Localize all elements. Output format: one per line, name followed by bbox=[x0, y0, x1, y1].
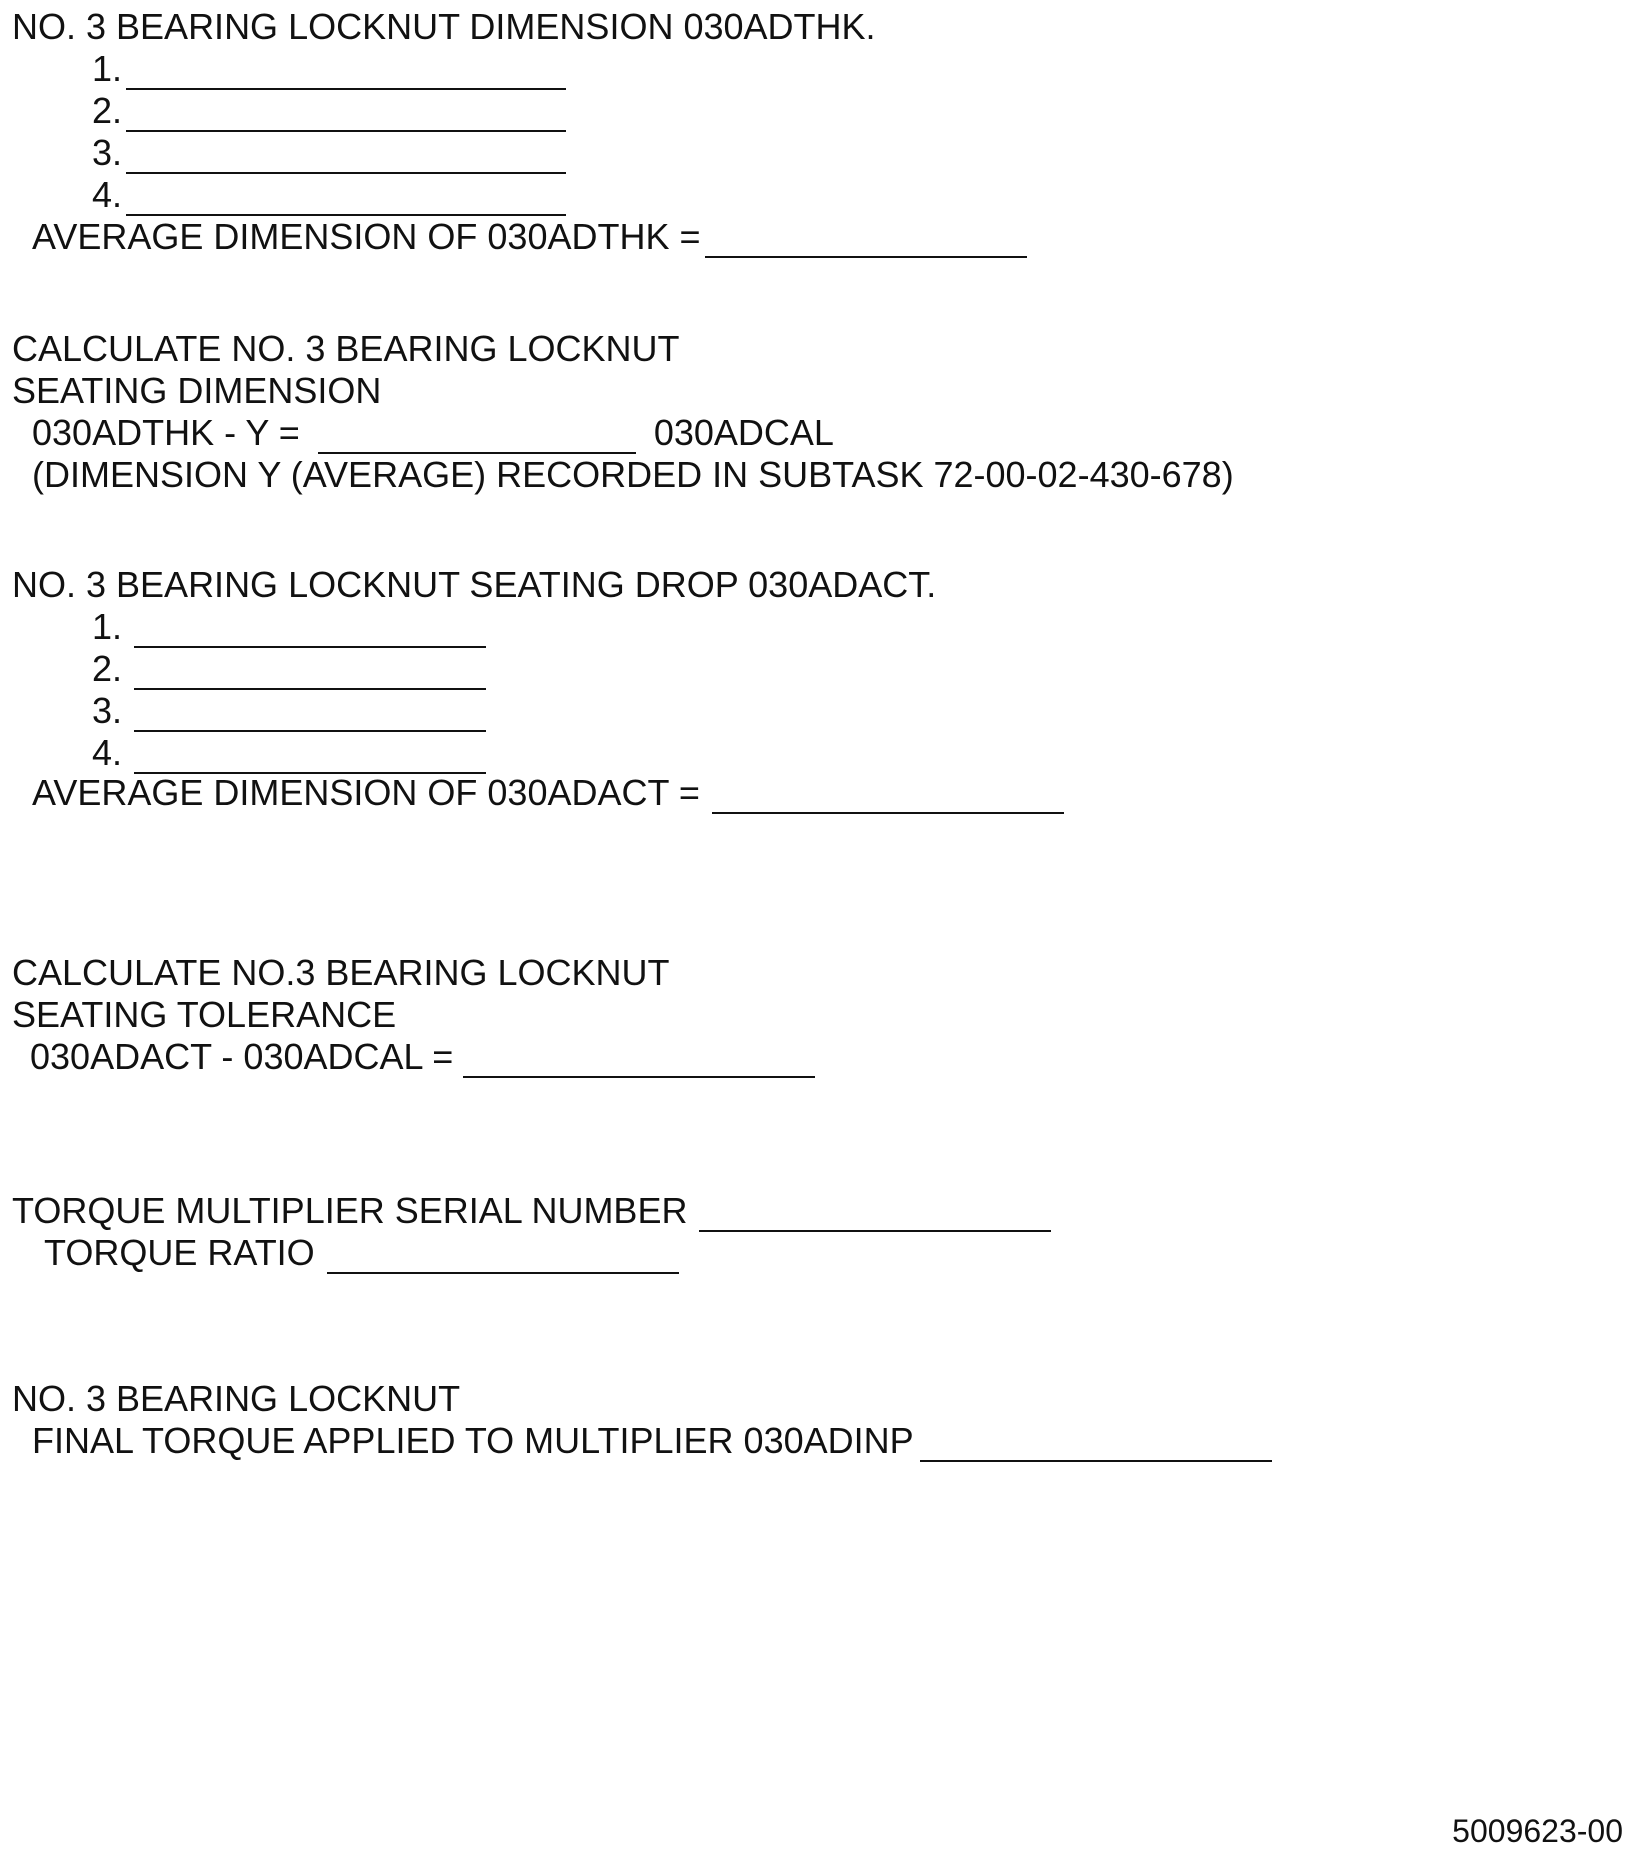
section3-item-2 bbox=[92, 648, 486, 690]
section3-item-3 bbox=[92, 690, 486, 732]
item-number: 4. bbox=[92, 174, 123, 215]
section4-subtitle-text: SEATING TOLERANCE bbox=[12, 994, 397, 1035]
serial-label: TORQUE MULTIPLIER SERIAL NUMBER bbox=[12, 1190, 688, 1231]
section2-note bbox=[32, 454, 1234, 496]
final-torque-label: FINAL TORQUE APPLIED TO MULTIPLIER 030ADINP bbox=[32, 1420, 914, 1461]
section3-title bbox=[12, 564, 936, 606]
section1-item-2 bbox=[92, 90, 566, 132]
section4-formula bbox=[30, 1036, 815, 1078]
item-number: 3. bbox=[92, 132, 123, 173]
section1-item-4 bbox=[92, 174, 566, 216]
section2-subtitle-text: SEATING DIMENSION bbox=[12, 370, 382, 411]
section4-title-text: CALCULATE NO.3 BEARING LOCKNUT bbox=[12, 952, 670, 993]
blank-field[interactable] bbox=[463, 1042, 815, 1078]
document-number: 5009623-00 bbox=[1452, 1813, 1623, 1849]
section2-title-text: CALCULATE NO. 3 BEARING LOCKNUT bbox=[12, 328, 680, 369]
item-number: 4. bbox=[92, 732, 123, 773]
section1-item-1 bbox=[92, 48, 566, 90]
blank-field[interactable] bbox=[920, 1426, 1272, 1462]
blank-field[interactable] bbox=[126, 96, 566, 132]
blank-field[interactable] bbox=[712, 778, 1064, 814]
section5-ratio bbox=[44, 1232, 679, 1274]
blank-field[interactable] bbox=[318, 418, 636, 454]
section1-title-text: NO. 3 BEARING LOCKNUT DIMENSION 030ADTHK. bbox=[12, 6, 876, 47]
blank-field[interactable] bbox=[327, 1238, 679, 1274]
section1-title bbox=[12, 6, 876, 48]
blank-field[interactable] bbox=[134, 654, 486, 690]
average-label: AVERAGE DIMENSION OF 030ADACT = bbox=[32, 772, 700, 813]
blank-field[interactable] bbox=[126, 180, 566, 216]
blank-field[interactable] bbox=[134, 738, 486, 774]
item-number: 2. bbox=[92, 90, 123, 131]
section2-title-line1 bbox=[12, 328, 679, 370]
blank-field[interactable] bbox=[705, 222, 1027, 258]
item-number: 2. bbox=[92, 648, 123, 689]
section3-title-text: NO. 3 BEARING LOCKNUT SEATING DROP 030ADACT. bbox=[12, 564, 937, 605]
item-number: 1. bbox=[92, 606, 123, 647]
item-number: 3. bbox=[92, 690, 123, 731]
blank-field[interactable] bbox=[126, 138, 566, 174]
section6-title-text: NO. 3 BEARING LOCKNUT bbox=[12, 1378, 461, 1419]
formula-label: 030ADACT - 030ADCAL = bbox=[30, 1036, 454, 1077]
section4-title-line2 bbox=[12, 994, 396, 1036]
formula-label: 030ADTHK - Y = bbox=[32, 412, 300, 453]
section5-serial bbox=[12, 1190, 1051, 1232]
section2-formula bbox=[32, 412, 834, 454]
formula-result: 030ADCAL bbox=[653, 412, 834, 453]
ratio-label: TORQUE RATIO bbox=[44, 1232, 315, 1273]
section3-item-4 bbox=[92, 732, 486, 774]
section3-item-1 bbox=[92, 606, 486, 648]
section6-final bbox=[32, 1420, 1272, 1462]
blank-field[interactable] bbox=[126, 54, 566, 90]
note-text: (DIMENSION Y (AVERAGE) RECORDED IN SUBTASK 72-00-02-430-678) bbox=[32, 454, 1234, 495]
blank-field[interactable] bbox=[134, 612, 486, 648]
section4-title-line1 bbox=[12, 952, 669, 994]
section2-title-line2 bbox=[12, 370, 381, 412]
blank-field[interactable] bbox=[699, 1196, 1051, 1232]
blank-field[interactable] bbox=[134, 696, 486, 732]
section1-item-3 bbox=[92, 132, 566, 174]
section3-average bbox=[32, 772, 1064, 814]
section1-average bbox=[32, 216, 1027, 258]
section6-title bbox=[12, 1378, 460, 1420]
average-label: AVERAGE DIMENSION OF 030ADTHK = bbox=[32, 216, 701, 257]
item-number: 1. bbox=[92, 48, 123, 89]
